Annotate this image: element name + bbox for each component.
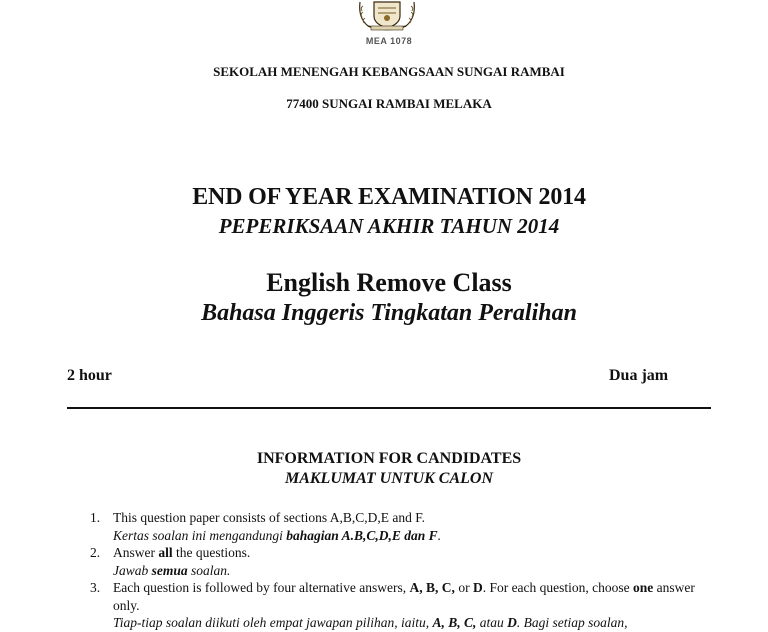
item-number: 3. <box>90 580 101 595</box>
exam-title-english: END OF YEAR EXAMINATION 2014 <box>192 184 586 210</box>
instruction-item-1 <box>90 509 710 544</box>
duration-english: 2 hour <box>67 367 112 384</box>
crest-label: MEA 1078 <box>365 36 413 46</box>
subject-title-english: English Remove Class <box>266 268 512 297</box>
exam-title-malay: PEPERIKSAAN AKHIR TAHUN 2014 <box>218 214 560 238</box>
school-address: 77400 SUNGAI RAMBAI MELAKA <box>286 96 492 111</box>
school-name: SEKOLAH MENENGAH KEBANGSAAN SUNGAI RAMBAI <box>213 64 565 79</box>
item-number: 2. <box>90 545 101 560</box>
info-heading-english: INFORMATION FOR CANDIDATES <box>256 450 522 467</box>
instruction-malay: Tiap-tiap soalan diikuti oleh empat jawapan pilihan, iaitu, A, B, C, atau D. Bagi setiap soalan, <box>113 615 628 630</box>
instruction-item-3 <box>90 579 710 632</box>
instruction-list <box>90 509 710 632</box>
horizontal-divider <box>67 407 711 409</box>
instruction-english: Each question is followed by four alternative answers, A, B, C, or D. For each question, choose one answer only. <box>113 580 695 613</box>
instruction-item-2 <box>90 544 710 579</box>
instruction-english: This question paper consists of sections A,B,C,D,E and F. <box>113 510 426 525</box>
duration-malay: Dua jam <box>609 367 669 384</box>
instruction-malay: Jawab semua soalan. <box>113 562 231 578</box>
info-heading-malay: MAKLUMAT UNTUK CALON <box>284 470 494 487</box>
school-crest-icon <box>354 0 420 32</box>
subject-title-malay: Bahasa Inggeris Tingkatan Peralihan <box>201 300 577 326</box>
instruction-english: Answer all the questions. <box>113 545 251 560</box>
instruction-malay: Kertas soalan ini mengandungi bahagian A.B,C,D,E dan F. <box>113 527 442 543</box>
item-number: 1. <box>90 510 101 525</box>
